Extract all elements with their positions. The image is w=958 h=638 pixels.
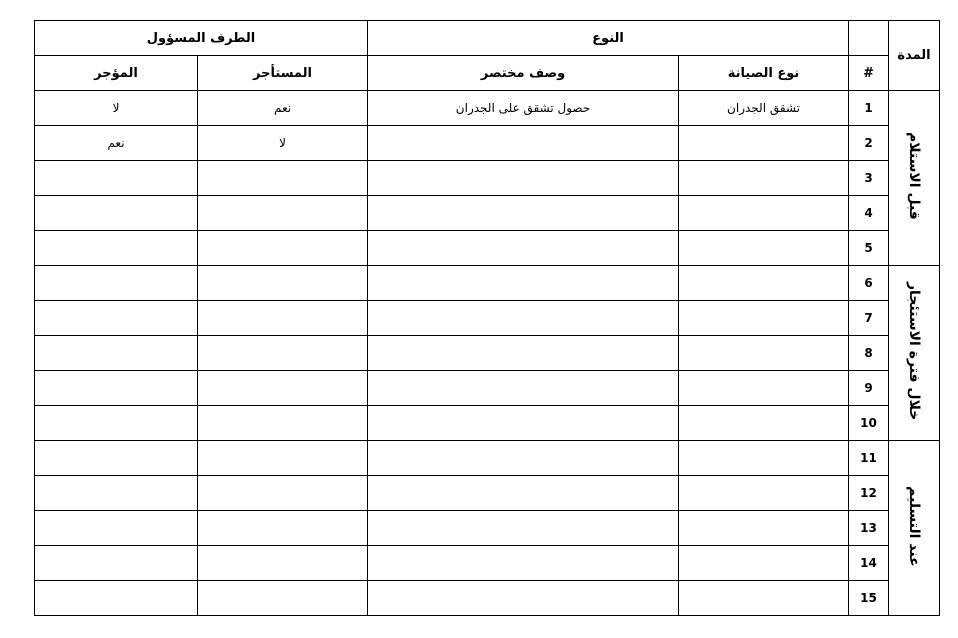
table-row (35, 301, 940, 336)
table-row (35, 546, 940, 581)
tenant-cell (198, 266, 368, 301)
table-row (35, 336, 940, 371)
description-cell (368, 546, 679, 581)
row-number: 14 (849, 546, 889, 581)
maintenance-type-cell (679, 581, 849, 616)
landlord-cell (35, 581, 198, 616)
maintenance-type-cell (679, 266, 849, 301)
tenant-cell: نعم (198, 91, 368, 126)
period-cell (889, 91, 940, 266)
tenant-cell (198, 511, 368, 546)
maintenance-type-cell (679, 126, 849, 161)
tenant-cell (198, 231, 368, 266)
landlord-cell: لا (35, 91, 198, 126)
maintenance-type-cell: تشقق الجدران (679, 91, 849, 126)
table-row (35, 231, 940, 266)
row-number: 7 (849, 301, 889, 336)
description-cell (368, 126, 679, 161)
table-row (35, 406, 940, 441)
description-cell (368, 581, 679, 616)
period-cell (889, 266, 940, 441)
row-number: 4 (849, 196, 889, 231)
maintenance-type-cell (679, 511, 849, 546)
tenant-header: المستأجر (198, 56, 368, 91)
landlord-cell (35, 441, 198, 476)
row-number: 15 (849, 581, 889, 616)
table-row (35, 91, 940, 126)
table-row (35, 196, 940, 231)
tenant-cell (198, 196, 368, 231)
row-number: 1 (849, 91, 889, 126)
tenant-cell (198, 161, 368, 196)
number-header: # (849, 56, 889, 91)
period-label: عند التسليم (906, 485, 923, 567)
tenant-cell (198, 581, 368, 616)
description-cell (368, 371, 679, 406)
maintenance-type-header: نوع الصيانة (679, 56, 849, 91)
maintenance-type-cell (679, 161, 849, 196)
period-label: خلال فترة الاستئجار (906, 281, 923, 421)
landlord-cell (35, 196, 198, 231)
tenant-cell (198, 476, 368, 511)
maintenance-type-cell (679, 476, 849, 511)
description-cell (368, 511, 679, 546)
description-cell (368, 266, 679, 301)
maintenance-type-cell (679, 196, 849, 231)
table-row (35, 511, 940, 546)
row-number: 8 (849, 336, 889, 371)
landlord-cell (35, 371, 198, 406)
landlord-cell (35, 511, 198, 546)
responsible-group-header: الطرف المسؤول (35, 21, 368, 56)
landlord-header: المؤجر (35, 56, 198, 91)
tenant-cell (198, 301, 368, 336)
description-cell: حصول تشقق على الجدران (368, 91, 679, 126)
landlord-cell (35, 266, 198, 301)
row-number: 13 (849, 511, 889, 546)
description-cell (368, 336, 679, 371)
landlord-cell (35, 161, 198, 196)
table-row (35, 161, 940, 196)
period-header: المدة (889, 21, 940, 91)
tenant-cell (198, 336, 368, 371)
short-description-header: وصف مختصر (368, 56, 679, 91)
description-cell (368, 441, 679, 476)
maintenance-type-cell (679, 231, 849, 266)
maintenance-type-cell (679, 441, 849, 476)
table-row (35, 581, 940, 616)
maintenance-type-cell (679, 406, 849, 441)
period-label: قبل الاستلام (906, 132, 923, 220)
tenant-cell (198, 371, 368, 406)
type-group-header: النوع (368, 21, 849, 56)
description-cell (368, 301, 679, 336)
maintenance-type-cell (679, 371, 849, 406)
number-header-blank (849, 21, 889, 56)
landlord-cell (35, 301, 198, 336)
table-row (35, 126, 940, 161)
table-body (35, 91, 940, 616)
tenant-cell (198, 441, 368, 476)
maintenance-table (34, 20, 940, 616)
period-cell (889, 441, 940, 616)
landlord-cell (35, 336, 198, 371)
tenant-cell (198, 546, 368, 581)
description-cell (368, 406, 679, 441)
tenant-cell (198, 406, 368, 441)
landlord-cell (35, 406, 198, 441)
row-number: 11 (849, 441, 889, 476)
description-cell (368, 196, 679, 231)
tenant-cell: لا (198, 126, 368, 161)
maintenance-type-cell (679, 301, 849, 336)
landlord-cell (35, 476, 198, 511)
maintenance-type-cell (679, 336, 849, 371)
description-cell (368, 161, 679, 196)
row-number: 12 (849, 476, 889, 511)
table-row (35, 371, 940, 406)
row-number: 9 (849, 371, 889, 406)
description-cell (368, 231, 679, 266)
maintenance-type-cell (679, 546, 849, 581)
row-number: 2 (849, 126, 889, 161)
row-number: 5 (849, 231, 889, 266)
table-row (35, 476, 940, 511)
row-number: 3 (849, 161, 889, 196)
landlord-cell (35, 231, 198, 266)
row-number: 6 (849, 266, 889, 301)
description-cell (368, 476, 679, 511)
table-row (35, 441, 940, 476)
landlord-cell: نعم (35, 126, 198, 161)
table-row (35, 266, 940, 301)
landlord-cell (35, 546, 198, 581)
row-number: 10 (849, 406, 889, 441)
